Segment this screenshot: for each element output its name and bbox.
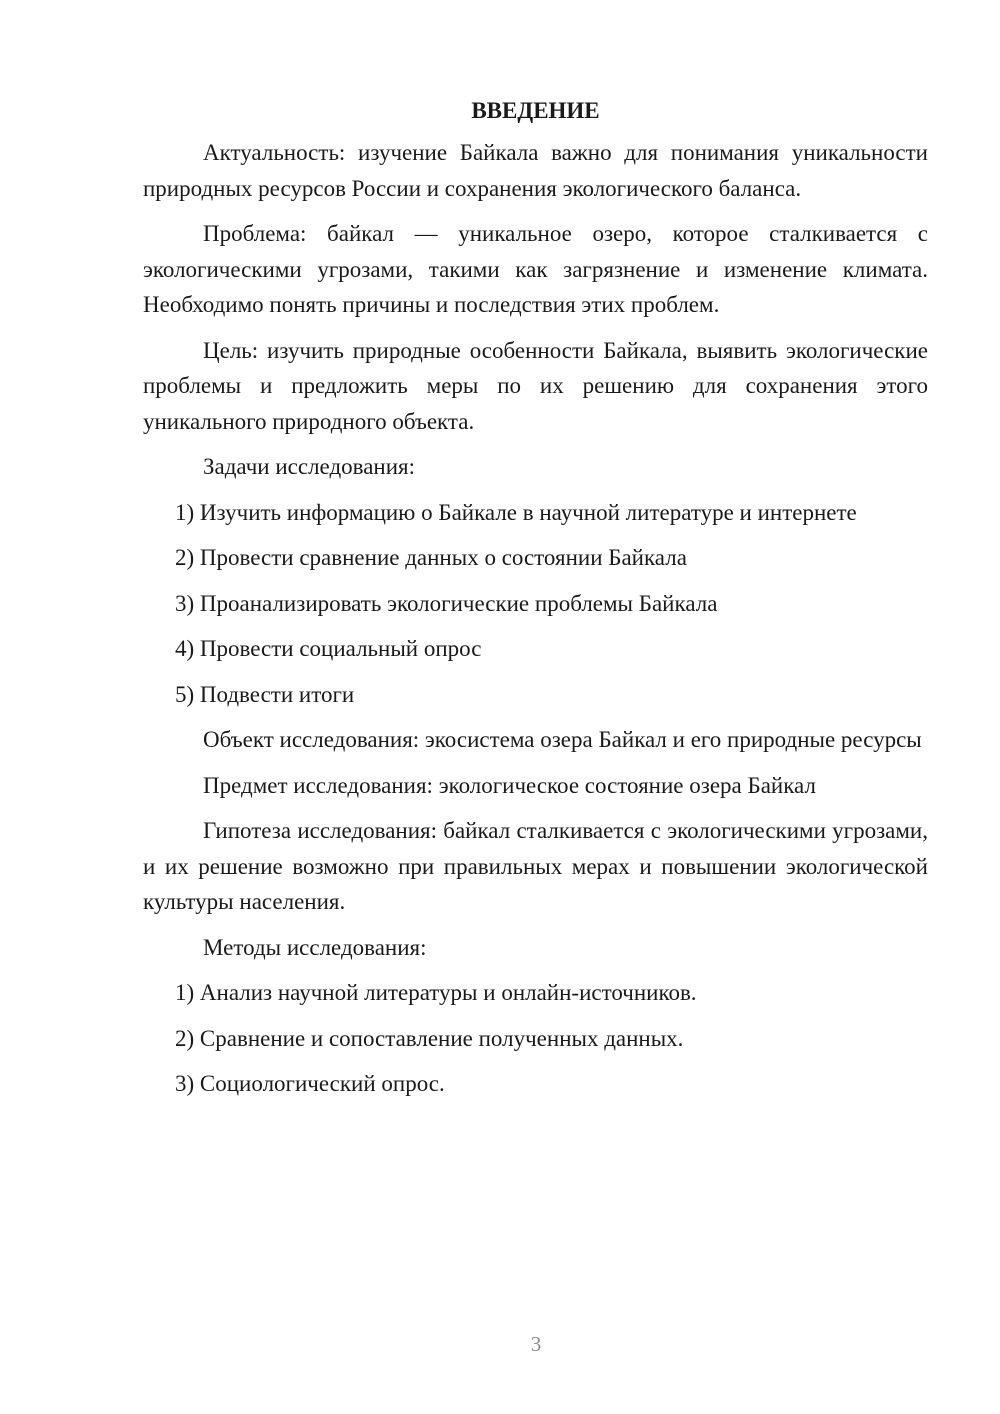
methods-heading: Методы исследования: [203,934,427,960]
page-content [143,93,928,1112]
method-item: 2) Сравнение и сопоставление полученных данных. [175,1025,684,1051]
tasks-list [143,495,928,713]
subject-paragraph: Предмет исследования: экологическое состояние озера Байкал [203,772,816,798]
method-item: 1) Анализ научной литературы и онлайн-источников. [175,980,697,1005]
task-item: 1) Изучить информацию о Байкале в научной литературе и интернете [175,499,857,525]
methods-list [143,975,928,1102]
task-item: 2) Провести сравнение данных о состоянии Байкала [175,545,687,570]
object-paragraph: Объект исследования: экосистема озера Байкал и его природные ресурсы [203,727,922,752]
problem-paragraph: Проблема: байкал — уникальное озеро, которое сталкивается с экологическими угрозами, такими как загрязнение и изменение климата. Необходимо понять причины и последствия этих проблем. [143,221,928,317]
relevance-paragraph: Актуальность: изучение Байкала важно для понимания уникальности природных ресурсов России и сохранения экологического баланса. [143,140,928,201]
task-item: 3) Проанализировать экологические проблемы Байкала [175,590,718,616]
task-item: 5) Подвести итоги [175,681,355,707]
task-item: 4) Провести социальный опрос [175,636,482,661]
method-item: 3) Социологический опрос. [175,1071,445,1096]
hypothesis-paragraph: Гипотеза исследования: байкал сталкивается с экологическими угрозами, и их решение возможно при правильных мерах и повышении экологической культуры населения. [143,818,928,914]
section-title: ВВЕДЕНИЕ [471,98,600,123]
tasks-heading: Задачи исследования: [203,454,416,479]
page-number: 3 [530,1332,542,1356]
goal-paragraph: Цель: изучить природные особенности Байкала, выявить экологические проблемы и предложить меры по их решению для сохранения этого уникального природного объекта. [143,337,928,434]
